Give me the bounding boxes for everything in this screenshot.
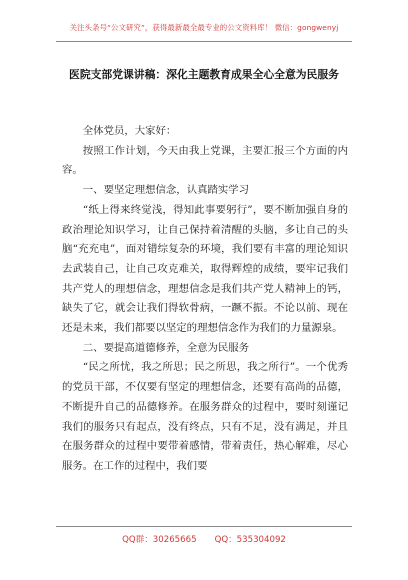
footer-divider — [56, 526, 352, 527]
footer-qq-contact: QQ：535304092 — [214, 535, 286, 545]
section-heading-2: 二、要提高道德修养，全意为民服务 — [82, 341, 250, 354]
header-divider — [56, 41, 352, 42]
footer-qq-group: QQ群：30265665 — [122, 535, 197, 545]
document-body — [62, 122, 348, 477]
greeting-paragraph: 全体党员，大家好： — [82, 125, 177, 137]
document-title: 医院支部党课讲稿：深化主题教育成果全心全意为民服务 — [69, 68, 339, 81]
section-paragraph-1: “纸上得来终觉浅，得知此事要躬行”，要不断加强自身的政治理论知识学习，让自己保持着清醒的头脑，多让自己的头脑“充充电”，面对错综复杂的环境，我们要有丰富的理论知识去武装自己，让自己攻克难关，取得辉煌的成绩，要牢记我们共产党人的理想信念，理想信念是我们共产党人精神上的钙，缺失了它，就会让我们得软骨病，一蹶不振。不论以前、现在还是未来，我们都要以坚定的理想信念作为我们的力量源泉。 — [62, 203, 348, 335]
section-paragraph-2: “民之所忧，我之所思；民之所思，我之所行”。一个优秀的党员干部，不仅要有坚定的理想信念，还要有高尚的品德，不断提升自己的品德修养。在服务群众的过程中，要时刻谨记我们的服务只有起点，没有终点，只有不足，没有满足，并且在服务群众的过程中要带着感情，带着责任，热心解难，尽心服务。在工作的过程中，我们要 — [62, 361, 348, 472]
intro-paragraph: 按照工作计划，今天由我上党课，主要汇报三个方面的内容。 — [62, 144, 348, 177]
header-banner: 关注头条号“公文研究”，获得最新最全最专业的公文资料库！ 微信：gongwenyj — [69, 23, 339, 32]
footer — [0, 533, 408, 545]
section-heading-1: 一、要坚定理想信念，认真踏实学习 — [82, 184, 250, 197]
